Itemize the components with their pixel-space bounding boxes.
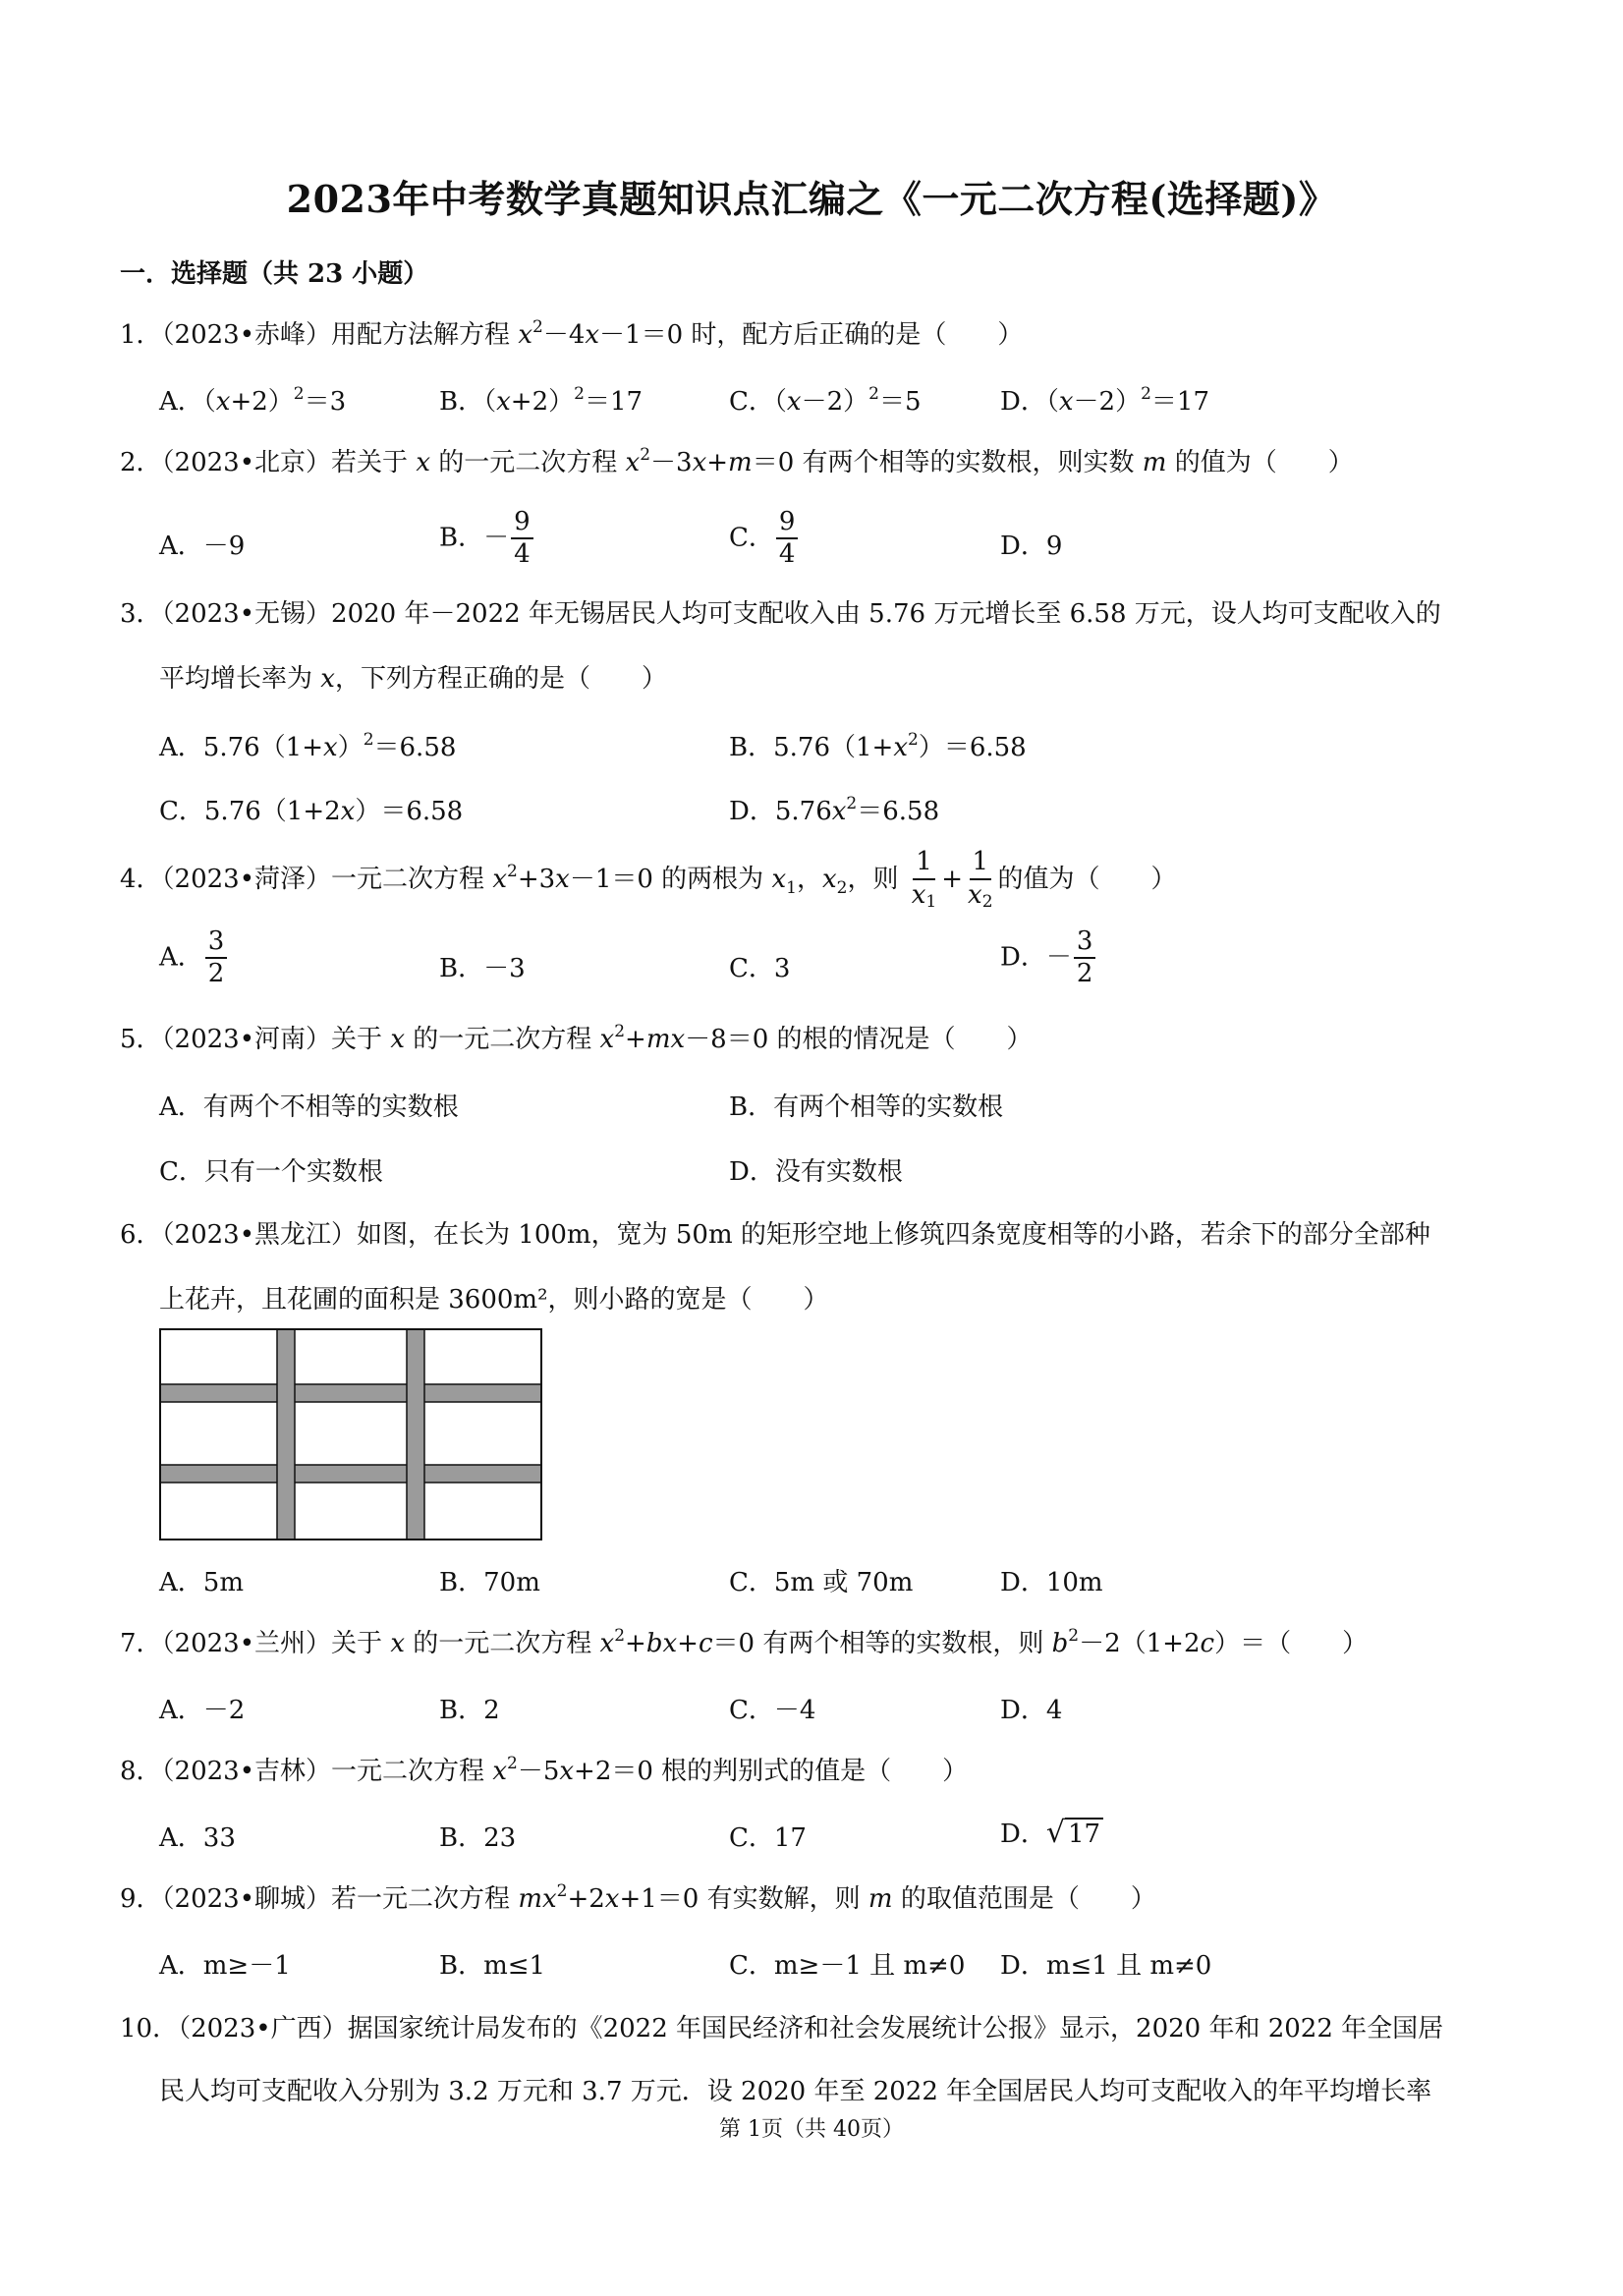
question-7: 7．（2023•兰州）关于 x 的一元二次方程 $x^2+bx+c=0$ 有两个相等的实数根，则 $b^2-2(1+2c)=$（ ） [120,1626,1369,1658]
question-8: 8．（2023•吉林）一元二次方程 $x^2-5x+2=0$ 根的判别式的值是（ ） [120,1754,969,1786]
fraction: $\frac{1}{x_2}$ [968,847,993,912]
equation: $x^2-5x+2=0$ [492,1754,653,1786]
question-stem: 的一元二次方程 [438,448,618,477]
option-a[interactable]: A．－9 [159,532,246,561]
question-3: 3．（2023•无锡）2020 年－2022 年无锡居民人均可支配收入由 5.76 万元增长至 6.58 万元，设人均可支配收入的 [120,599,1441,629]
option-a[interactable]: A． $\frac{3}{2}$ [159,928,229,988]
option-b[interactable]: B．有两个相等的实数根 [729,1092,1004,1122]
option-a[interactable]: A．有两个不相等的实数根 [159,1092,459,1122]
question-6-cont: 上花卉，且花圃的面积是 3600m²，则小路的宽是（ ） [159,1285,829,1315]
question-1 [120,303,1535,367]
question-6: 6．（2023•黑龙江）如图，在长为 100m，宽为 50m 的矩形空地上修筑四条宽度相等的小路，若余下的部分全部种 [120,1220,1430,1250]
option-a[interactable]: A．$5.76(1+x)^2=6.58$ [159,730,457,762]
option-d[interactable]: D．m≤1 且 m≠0 [1000,1951,1212,1981]
fraction: $\frac{9}{4}$ [511,509,533,569]
option-b[interactable]: B．23 [439,1823,517,1853]
equation: $x^2-4x-1=0$ [518,317,684,350]
option-d[interactable]: D．4 [1000,1696,1063,1725]
option-a[interactable]: A．33 [159,1823,236,1853]
fraction: $\frac{1}{x_1}$ [911,847,937,912]
option-a[interactable]: A．$(x+2)^2=3$ [159,384,347,417]
option-c[interactable]: C．5.76（1+2x）＝6.58 [159,797,464,826]
option-b[interactable]: B．－ $\frac{9}{4}$ [439,509,535,569]
option-a[interactable]: A．m≥－1 [159,1951,291,1981]
question-stem: 2．（2023•北京）若关于 [120,448,409,477]
option-b[interactable]: B．$(x+2)^2=17$ [439,384,644,417]
question-stem: 1．（2023•赤峰）用配方法解方程 [120,320,511,350]
question-10: 10．（2023•广西）据国家统计局发布的《2022 年国民经济和社会发展统计公报》显示，2020 年和 2022 年全国居 [120,2014,1444,2044]
option-c[interactable]: C．m≥－1 且 m≠0 [729,1951,966,1981]
equation: $x^2+mx-8=0$ [599,1022,769,1054]
question-stem: 有两个相等的实数根，则实数 [802,448,1135,477]
question-4: 4．（2023•菏泽）一元二次方程 $x^2+3x-1=0$ 的两根为 $x_1$，$x_2$，则 $\frac{1}{x_1}$ + $\frac{1}{x_2}$ 的值为（ ） [120,847,1177,912]
question-2: 2．（2023•北京）若关于 x 的一元二次方程 $x^2-3x+m=0$ 有两个相等的实数根，则实数 m 的值为（ ） [120,445,1354,477]
equation: $x^2-3x+m=0$ [625,445,795,477]
equation: $x^2+3x-1=0$ [492,862,653,894]
equation: $mx^2+2x+1=0$ [518,1881,700,1914]
question-3-cont: 平均增长率为 x，下列方程正确的是（ ） [159,664,667,694]
sqrt-17: √ 17 [1046,1816,1103,1850]
option-d[interactable]: D．没有实数根 [729,1157,903,1187]
option-d[interactable]: D．$(x-2)^2=17$ [1000,384,1209,417]
section-heading: 一．选择题（共 23 小题） [120,259,429,289]
option-d[interactable]: D．9 [1000,532,1063,561]
option-d[interactable]: D．√ 17 [1000,1814,1103,1850]
question-stem: 时，配方后正确的是（ ） [691,320,1024,350]
option-b[interactable]: B．$5.76(1+x^2)=6.58$ [729,730,1027,762]
expression: $b^2-2(1+2c)$ [1051,1626,1241,1658]
option-b[interactable]: B．70m [439,1568,540,1597]
option-c[interactable]: C．－4 [729,1696,816,1725]
option-c[interactable]: C．只有一个实数根 [159,1157,383,1187]
option-c[interactable]: C．$(x-2)^2=5$ [729,384,922,417]
fraction: $\frac{3}{2}$ [1074,928,1096,988]
option-b[interactable]: B．m≤1 [439,1951,546,1981]
fraction: $\frac{3}{2}$ [205,928,228,988]
fraction: $\frac{9}{4}$ [776,509,799,569]
option-a[interactable]: A．－2 [159,1696,246,1725]
option-c[interactable]: C．17 [729,1823,807,1853]
question-stem: 的值为（ ） [1174,448,1354,477]
option-b[interactable]: B．－3 [439,954,526,983]
garden-path-figure [159,1328,542,1540]
page-footer: 第 1页（共 40页） [719,2117,904,2142]
option-c[interactable]: C．3 [729,954,791,983]
option-b[interactable]: B．2 [439,1696,500,1725]
question-5: 5．（2023•河南）关于 x 的一元二次方程 $x^2+mx-8=0$ 的根的情况是（ ） [120,1022,1033,1054]
option-d[interactable]: D．$5.76x^2=6.58$ [729,794,940,826]
option-a[interactable]: A．5m [159,1568,244,1597]
option-d[interactable]: D．－ $\frac{3}{2}$ [1000,928,1097,988]
page-title: 2023年中考数学真题知识点汇编之《一元二次方程(选择题)》 [286,177,1337,221]
question-9: 9．（2023•聊城）若一元二次方程 $mx^2+2x+1=0$ 有实数解，则 m 的取值范围是（ ） [120,1881,1156,1914]
option-c[interactable]: C． $\frac{9}{4}$ [729,509,800,569]
equation: $x^2+bx+c=0$ [599,1626,756,1658]
option-c[interactable]: C．5m 或 70m [729,1568,914,1597]
question-10-cont: 民人均可支配收入分别为 3.2 万元和 3.7 万元．设 2020 年至 2022 年全国居民人均可支配收入的年平均增长率 [159,2077,1432,2106]
option-d[interactable]: D．10m [1000,1568,1103,1597]
